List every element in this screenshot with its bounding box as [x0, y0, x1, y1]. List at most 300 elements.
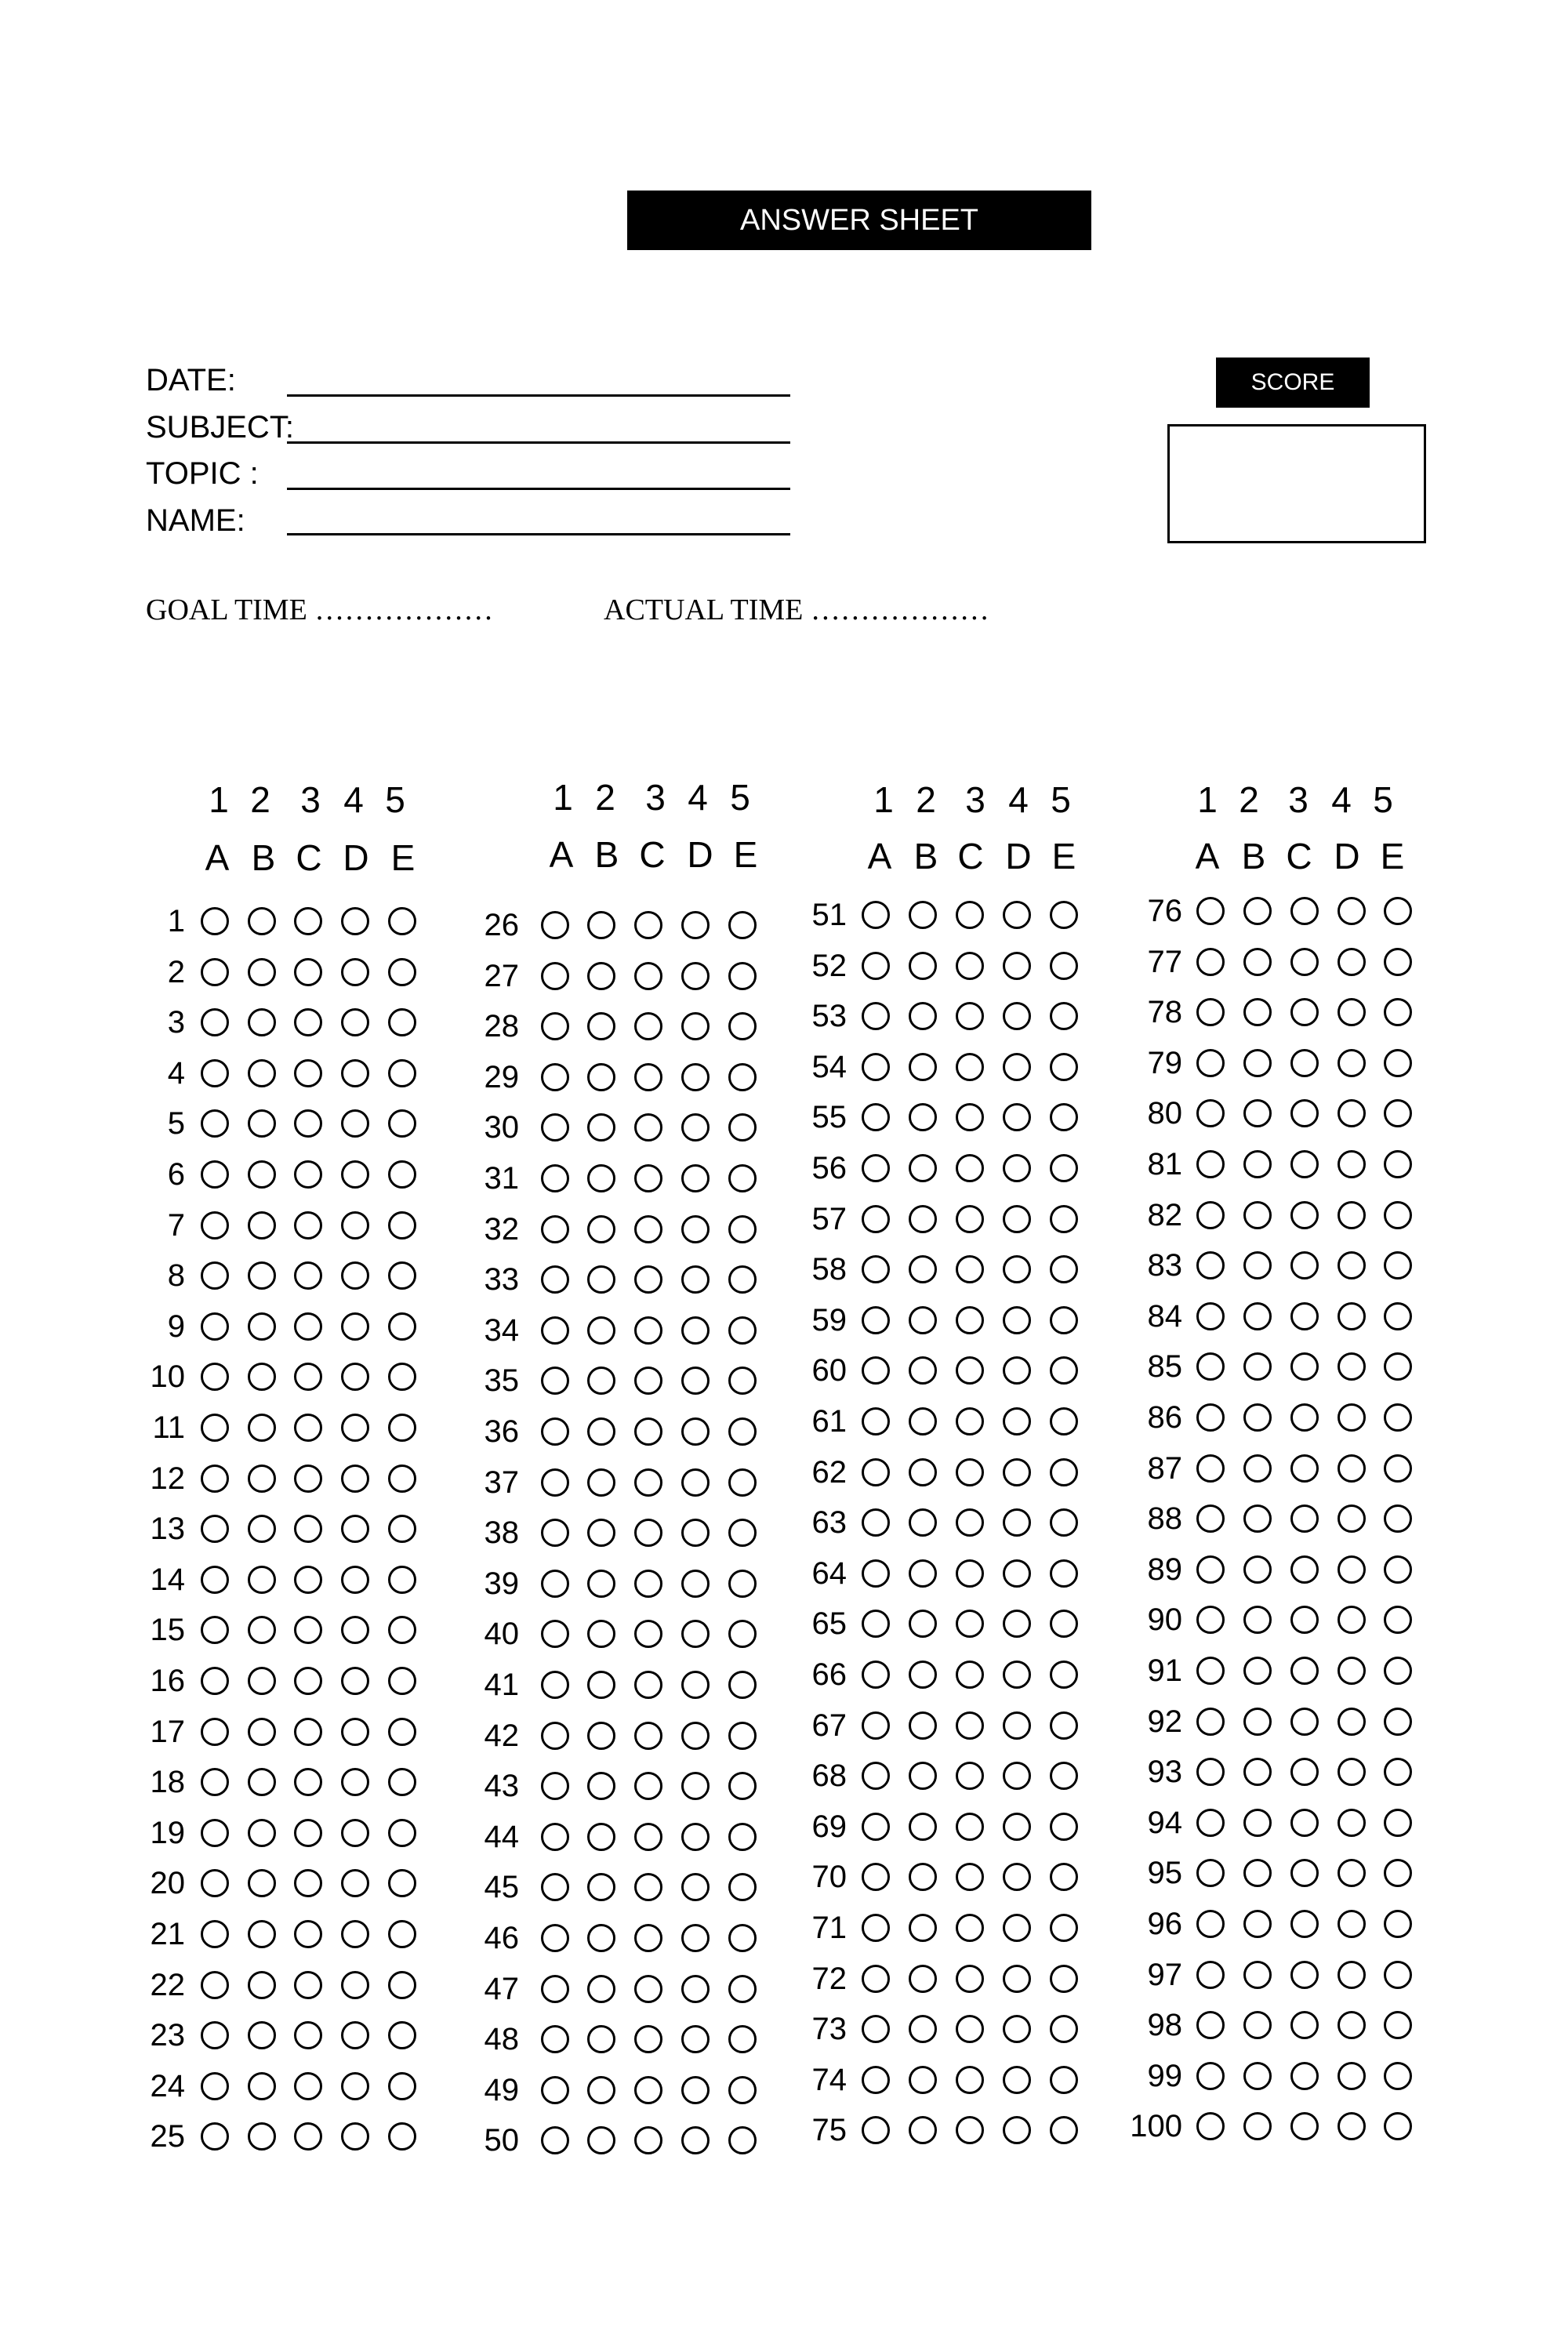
answer-bubble-a[interactable] — [541, 1316, 569, 1345]
answer-bubble-c[interactable] — [1290, 1352, 1319, 1381]
answer-bubble-d[interactable] — [1003, 1255, 1031, 1283]
answer-bubble-b[interactable] — [909, 1559, 937, 1588]
answer-bubble-e[interactable] — [1050, 1914, 1078, 1942]
answer-bubble-c[interactable] — [956, 1711, 984, 1740]
answer-bubble-c[interactable] — [1290, 948, 1319, 976]
answer-bubble-b[interactable] — [248, 1718, 276, 1746]
answer-bubble-e[interactable] — [1384, 1859, 1412, 1887]
answer-bubble-a[interactable] — [1196, 1454, 1225, 1483]
answer-bubble-d[interactable] — [1338, 1809, 1366, 1837]
answer-bubble-e[interactable] — [728, 1265, 757, 1294]
answer-bubble-e[interactable] — [1384, 2062, 1412, 2090]
answer-bubble-c[interactable] — [634, 1722, 662, 1750]
answer-bubble-c[interactable] — [634, 1063, 662, 1091]
answer-bubble-a[interactable] — [541, 1823, 569, 1851]
answer-bubble-c[interactable] — [634, 1873, 662, 1901]
answer-bubble-c[interactable] — [294, 1869, 322, 1897]
answer-bubble-a[interactable] — [862, 1103, 890, 1131]
answer-bubble-a[interactable] — [541, 2076, 569, 2104]
answer-bubble-e[interactable] — [388, 1261, 416, 1290]
answer-bubble-b[interactable] — [248, 1566, 276, 1594]
answer-bubble-b[interactable] — [909, 2066, 937, 2094]
answer-bubble-e[interactable] — [1050, 1711, 1078, 1740]
answer-bubble-b[interactable] — [909, 1002, 937, 1030]
answer-bubble-b[interactable] — [1243, 1454, 1272, 1483]
answer-bubble-b[interactable] — [248, 1363, 276, 1391]
answer-bubble-c[interactable] — [1290, 2011, 1319, 2039]
answer-bubble-e[interactable] — [388, 1160, 416, 1189]
answer-bubble-d[interactable] — [1003, 1407, 1031, 1436]
answer-bubble-a[interactable] — [541, 1671, 569, 1699]
answer-bubble-d[interactable] — [681, 1772, 710, 1800]
answer-bubble-e[interactable] — [388, 1920, 416, 1948]
answer-bubble-d[interactable] — [1003, 1103, 1031, 1131]
answer-bubble-e[interactable] — [388, 1211, 416, 1240]
answer-bubble-d[interactable] — [1003, 1002, 1031, 1030]
answer-bubble-b[interactable] — [1243, 2112, 1272, 2140]
answer-bubble-d[interactable] — [341, 2021, 369, 2049]
answer-bubble-e[interactable] — [388, 1869, 416, 1897]
answer-bubble-d[interactable] — [1003, 1306, 1031, 1334]
answer-bubble-b[interactable] — [587, 1519, 615, 1547]
answer-bubble-e[interactable] — [1050, 1661, 1078, 1689]
answer-bubble-c[interactable] — [294, 958, 322, 986]
answer-bubble-b[interactable] — [909, 1306, 937, 1334]
answer-bubble-a[interactable] — [1196, 1657, 1225, 1685]
answer-bubble-a[interactable] — [201, 2021, 229, 2049]
answer-bubble-a[interactable] — [201, 1920, 229, 1948]
answer-bubble-d[interactable] — [1338, 1352, 1366, 1381]
name-field[interactable] — [287, 533, 790, 535]
answer-bubble-d[interactable] — [681, 1113, 710, 1142]
answer-bubble-d[interactable] — [1003, 1914, 1031, 1942]
answer-bubble-c[interactable] — [634, 962, 662, 990]
answer-bubble-d[interactable] — [1338, 1910, 1366, 1938]
answer-bubble-d[interactable] — [1338, 1606, 1366, 1634]
answer-bubble-e[interactable] — [1050, 1813, 1078, 1841]
answer-bubble-e[interactable] — [1384, 1708, 1412, 1736]
answer-bubble-d[interactable] — [1003, 1762, 1031, 1790]
answer-bubble-b[interactable] — [587, 1367, 615, 1395]
answer-bubble-a[interactable] — [1196, 2062, 1225, 2090]
answer-bubble-a[interactable] — [1196, 1150, 1225, 1178]
answer-bubble-a[interactable] — [1196, 1201, 1225, 1229]
answer-bubble-a[interactable] — [201, 1616, 229, 1644]
answer-bubble-a[interactable] — [862, 1255, 890, 1283]
answer-bubble-e[interactable] — [1050, 1762, 1078, 1790]
answer-bubble-c[interactable] — [956, 1255, 984, 1283]
answer-bubble-c[interactable] — [294, 1768, 322, 1796]
answer-bubble-a[interactable] — [862, 1559, 890, 1588]
answer-bubble-d[interactable] — [681, 1367, 710, 1395]
answer-bubble-a[interactable] — [541, 1519, 569, 1547]
answer-bubble-d[interactable] — [1338, 1555, 1366, 1584]
answer-bubble-d[interactable] — [681, 1012, 710, 1040]
answer-bubble-b[interactable] — [248, 1819, 276, 1847]
answer-bubble-d[interactable] — [681, 1265, 710, 1294]
answer-bubble-a[interactable] — [1196, 1403, 1225, 1432]
answer-bubble-e[interactable] — [1050, 1965, 1078, 1993]
answer-bubble-c[interactable] — [294, 2021, 322, 2049]
answer-bubble-b[interactable] — [587, 1215, 615, 1243]
answer-bubble-b[interactable] — [1243, 1352, 1272, 1381]
answer-bubble-c[interactable] — [634, 1316, 662, 1345]
answer-bubble-d[interactable] — [341, 1768, 369, 1796]
answer-bubble-a[interactable] — [201, 1261, 229, 1290]
answer-bubble-d[interactable] — [341, 1819, 369, 1847]
answer-bubble-e[interactable] — [1384, 1555, 1412, 1584]
answer-bubble-d[interactable] — [341, 1160, 369, 1189]
answer-bubble-c[interactable] — [1290, 1859, 1319, 1887]
answer-bubble-d[interactable] — [1003, 1356, 1031, 1385]
answer-bubble-a[interactable] — [1196, 1606, 1225, 1634]
answer-bubble-b[interactable] — [1243, 1606, 1272, 1634]
answer-bubble-a[interactable] — [541, 1975, 569, 2003]
answer-bubble-e[interactable] — [1050, 1407, 1078, 1436]
answer-bubble-e[interactable] — [388, 958, 416, 986]
answer-bubble-e[interactable] — [1384, 897, 1412, 925]
answer-bubble-d[interactable] — [681, 1519, 710, 1547]
answer-bubble-c[interactable] — [634, 1417, 662, 1446]
answer-bubble-c[interactable] — [294, 1109, 322, 1138]
answer-bubble-e[interactable] — [1050, 952, 1078, 980]
answer-bubble-a[interactable] — [862, 1205, 890, 1233]
answer-bubble-e[interactable] — [1384, 2112, 1412, 2140]
answer-bubble-d[interactable] — [1338, 1099, 1366, 1127]
answer-bubble-a[interactable] — [541, 1012, 569, 1040]
answer-bubble-e[interactable] — [1384, 1049, 1412, 1077]
answer-bubble-e[interactable] — [728, 1063, 757, 1091]
answer-bubble-c[interactable] — [634, 1570, 662, 1598]
answer-bubble-a[interactable] — [1196, 998, 1225, 1026]
answer-bubble-a[interactable] — [541, 1417, 569, 1446]
answer-bubble-d[interactable] — [341, 1718, 369, 1746]
answer-bubble-e[interactable] — [728, 2025, 757, 2053]
answer-bubble-c[interactable] — [294, 1667, 322, 1695]
answer-bubble-c[interactable] — [956, 1103, 984, 1131]
answer-bubble-b[interactable] — [1243, 1504, 1272, 1533]
answer-bubble-a[interactable] — [862, 1863, 890, 1891]
answer-bubble-c[interactable] — [1290, 1961, 1319, 1989]
answer-bubble-c[interactable] — [634, 1772, 662, 1800]
answer-bubble-a[interactable] — [862, 1154, 890, 1182]
answer-bubble-e[interactable] — [388, 2021, 416, 2049]
answer-bubble-b[interactable] — [909, 1407, 937, 1436]
answer-bubble-d[interactable] — [341, 958, 369, 986]
answer-bubble-d[interactable] — [1003, 1154, 1031, 1182]
answer-bubble-b[interactable] — [587, 1417, 615, 1446]
answer-bubble-b[interactable] — [587, 1113, 615, 1142]
answer-bubble-c[interactable] — [956, 901, 984, 929]
answer-bubble-b[interactable] — [909, 1053, 937, 1081]
answer-bubble-e[interactable] — [728, 1519, 757, 1547]
answer-bubble-c[interactable] — [634, 1012, 662, 1040]
answer-bubble-e[interactable] — [1384, 1961, 1412, 1989]
answer-bubble-c[interactable] — [956, 1813, 984, 1841]
answer-bubble-c[interactable] — [956, 1356, 984, 1385]
answer-bubble-a[interactable] — [862, 1813, 890, 1841]
answer-bubble-c[interactable] — [634, 1620, 662, 1648]
answer-bubble-a[interactable] — [862, 1356, 890, 1385]
answer-bubble-a[interactable] — [1196, 2112, 1225, 2140]
answer-bubble-c[interactable] — [956, 1914, 984, 1942]
answer-bubble-a[interactable] — [201, 1363, 229, 1391]
answer-bubble-a[interactable] — [541, 1113, 569, 1142]
answer-bubble-b[interactable] — [1243, 1555, 1272, 1584]
answer-bubble-d[interactable] — [1003, 1661, 1031, 1689]
answer-bubble-d[interactable] — [1338, 1150, 1366, 1178]
answer-bubble-c[interactable] — [1290, 1504, 1319, 1533]
answer-bubble-a[interactable] — [862, 2116, 890, 2144]
answer-bubble-b[interactable] — [248, 1160, 276, 1189]
answer-bubble-b[interactable] — [909, 1458, 937, 1486]
answer-bubble-e[interactable] — [728, 1316, 757, 1345]
answer-bubble-d[interactable] — [681, 1468, 710, 1497]
answer-bubble-b[interactable] — [587, 2076, 615, 2104]
answer-bubble-a[interactable] — [201, 1414, 229, 1442]
answer-bubble-d[interactable] — [341, 2122, 369, 2151]
answer-bubble-c[interactable] — [956, 1002, 984, 1030]
answer-bubble-c[interactable] — [1290, 1555, 1319, 1584]
answer-bubble-d[interactable] — [1003, 1863, 1031, 1891]
answer-bubble-e[interactable] — [728, 1671, 757, 1699]
answer-bubble-e[interactable] — [728, 911, 757, 939]
answer-bubble-a[interactable] — [862, 1458, 890, 1486]
answer-bubble-a[interactable] — [1196, 1251, 1225, 1279]
answer-bubble-d[interactable] — [341, 1616, 369, 1644]
answer-bubble-d[interactable] — [681, 1975, 710, 2003]
answer-bubble-d[interactable] — [341, 1869, 369, 1897]
answer-bubble-b[interactable] — [909, 1863, 937, 1891]
answer-bubble-d[interactable] — [1003, 1053, 1031, 1081]
answer-bubble-a[interactable] — [1196, 1302, 1225, 1330]
answer-bubble-c[interactable] — [294, 1363, 322, 1391]
answer-bubble-a[interactable] — [1196, 1859, 1225, 1887]
answer-bubble-b[interactable] — [587, 1722, 615, 1750]
answer-bubble-b[interactable] — [248, 1261, 276, 1290]
answer-bubble-a[interactable] — [1196, 1049, 1225, 1077]
answer-bubble-c[interactable] — [634, 1265, 662, 1294]
answer-bubble-c[interactable] — [1290, 1302, 1319, 1330]
answer-bubble-c[interactable] — [634, 2126, 662, 2154]
answer-bubble-e[interactable] — [388, 1414, 416, 1442]
answer-bubble-c[interactable] — [1290, 1099, 1319, 1127]
answer-bubble-d[interactable] — [1338, 1201, 1366, 1229]
answer-bubble-b[interactable] — [587, 911, 615, 939]
answer-bubble-a[interactable] — [862, 1661, 890, 1689]
answer-bubble-a[interactable] — [1196, 1099, 1225, 1127]
answer-bubble-b[interactable] — [248, 2122, 276, 2151]
answer-bubble-d[interactable] — [681, 911, 710, 939]
answer-bubble-a[interactable] — [201, 1059, 229, 1087]
answer-bubble-d[interactable] — [1338, 1504, 1366, 1533]
answer-bubble-d[interactable] — [341, 1920, 369, 1948]
answer-bubble-b[interactable] — [587, 1265, 615, 1294]
answer-bubble-b[interactable] — [248, 2021, 276, 2049]
answer-bubble-a[interactable] — [862, 1965, 890, 1993]
answer-bubble-e[interactable] — [388, 2072, 416, 2100]
answer-bubble-d[interactable] — [1338, 897, 1366, 925]
answer-bubble-d[interactable] — [341, 1312, 369, 1341]
answer-bubble-e[interactable] — [1384, 2011, 1412, 2039]
answer-bubble-b[interactable] — [248, 1312, 276, 1341]
answer-bubble-b[interactable] — [248, 1616, 276, 1644]
answer-bubble-c[interactable] — [1290, 1657, 1319, 1685]
answer-bubble-a[interactable] — [862, 1508, 890, 1537]
answer-bubble-c[interactable] — [634, 1823, 662, 1851]
answer-bubble-a[interactable] — [1196, 1961, 1225, 1989]
answer-bubble-a[interactable] — [541, 1620, 569, 1648]
answer-bubble-e[interactable] — [1384, 948, 1412, 976]
answer-bubble-b[interactable] — [1243, 1961, 1272, 1989]
answer-bubble-e[interactable] — [728, 1164, 757, 1192]
answer-bubble-c[interactable] — [634, 1113, 662, 1142]
answer-bubble-c[interactable] — [294, 1160, 322, 1189]
topic-field[interactable] — [287, 488, 790, 490]
answer-bubble-e[interactable] — [1384, 1606, 1412, 1634]
answer-bubble-c[interactable] — [956, 1863, 984, 1891]
answer-bubble-e[interactable] — [728, 1113, 757, 1142]
answer-bubble-d[interactable] — [1338, 1251, 1366, 1279]
answer-bubble-a[interactable] — [541, 1722, 569, 1750]
answer-bubble-b[interactable] — [909, 2015, 937, 2043]
answer-bubble-b[interactable] — [248, 958, 276, 986]
answer-bubble-d[interactable] — [681, 1671, 710, 1699]
answer-bubble-e[interactable] — [728, 1823, 757, 1851]
answer-bubble-a[interactable] — [541, 911, 569, 939]
answer-bubble-b[interactable] — [1243, 1150, 1272, 1178]
answer-bubble-d[interactable] — [341, 1109, 369, 1138]
answer-bubble-c[interactable] — [1290, 1150, 1319, 1178]
answer-bubble-e[interactable] — [1050, 1508, 1078, 1537]
answer-bubble-d[interactable] — [1003, 2116, 1031, 2144]
answer-bubble-a[interactable] — [201, 2122, 229, 2151]
answer-bubble-a[interactable] — [201, 2072, 229, 2100]
answer-bubble-b[interactable] — [248, 2072, 276, 2100]
answer-bubble-c[interactable] — [294, 1059, 322, 1087]
answer-bubble-e[interactable] — [1050, 1154, 1078, 1182]
answer-bubble-b[interactable] — [587, 1063, 615, 1091]
answer-bubble-c[interactable] — [294, 1616, 322, 1644]
answer-bubble-e[interactable] — [1050, 1306, 1078, 1334]
goal-time[interactable]: GOAL TIME ……………… — [146, 593, 494, 626]
answer-bubble-e[interactable] — [728, 962, 757, 990]
answer-bubble-c[interactable] — [956, 1154, 984, 1182]
answer-bubble-d[interactable] — [1003, 1610, 1031, 1638]
answer-bubble-b[interactable] — [587, 1012, 615, 1040]
answer-bubble-d[interactable] — [1338, 998, 1366, 1026]
answer-bubble-c[interactable] — [1290, 1201, 1319, 1229]
answer-bubble-e[interactable] — [388, 1312, 416, 1341]
answer-bubble-d[interactable] — [681, 1873, 710, 1901]
answer-bubble-d[interactable] — [1338, 1454, 1366, 1483]
answer-bubble-d[interactable] — [681, 1215, 710, 1243]
answer-bubble-a[interactable] — [201, 1566, 229, 1594]
answer-bubble-a[interactable] — [201, 1971, 229, 1999]
answer-bubble-e[interactable] — [388, 1515, 416, 1543]
answer-bubble-e[interactable] — [1384, 1758, 1412, 1786]
answer-bubble-a[interactable] — [201, 1465, 229, 1493]
answer-bubble-b[interactable] — [587, 1316, 615, 1345]
answer-bubble-c[interactable] — [1290, 1910, 1319, 1938]
answer-bubble-c[interactable] — [956, 1458, 984, 1486]
answer-bubble-a[interactable] — [862, 1711, 890, 1740]
answer-bubble-b[interactable] — [248, 1667, 276, 1695]
answer-bubble-a[interactable] — [862, 1002, 890, 1030]
answer-bubble-d[interactable] — [681, 1063, 710, 1091]
answer-bubble-e[interactable] — [1050, 1053, 1078, 1081]
answer-bubble-a[interactable] — [862, 2015, 890, 2043]
answer-bubble-a[interactable] — [1196, 1352, 1225, 1381]
answer-bubble-d[interactable] — [681, 1722, 710, 1750]
answer-bubble-a[interactable] — [201, 907, 229, 935]
answer-bubble-b[interactable] — [1243, 897, 1272, 925]
answer-bubble-b[interactable] — [1243, 998, 1272, 1026]
answer-bubble-a[interactable] — [1196, 1910, 1225, 1938]
subject-field[interactable] — [287, 441, 790, 444]
answer-bubble-e[interactable] — [388, 1768, 416, 1796]
answer-bubble-e[interactable] — [728, 1012, 757, 1040]
answer-bubble-a[interactable] — [1196, 897, 1225, 925]
answer-bubble-b[interactable] — [248, 1414, 276, 1442]
answer-bubble-b[interactable] — [1243, 1910, 1272, 1938]
answer-bubble-e[interactable] — [388, 1971, 416, 1999]
answer-bubble-d[interactable] — [1338, 948, 1366, 976]
answer-bubble-e[interactable] — [728, 1468, 757, 1497]
answer-bubble-b[interactable] — [909, 1610, 937, 1638]
answer-bubble-c[interactable] — [956, 1965, 984, 1993]
answer-bubble-e[interactable] — [1050, 1610, 1078, 1638]
answer-bubble-c[interactable] — [294, 1211, 322, 1240]
answer-bubble-a[interactable] — [201, 1515, 229, 1543]
answer-bubble-d[interactable] — [681, 2076, 710, 2104]
answer-bubble-e[interactable] — [388, 1109, 416, 1138]
answer-bubble-d[interactable] — [341, 1515, 369, 1543]
answer-bubble-b[interactable] — [248, 1008, 276, 1036]
answer-bubble-d[interactable] — [1338, 1859, 1366, 1887]
answer-bubble-b[interactable] — [1243, 2062, 1272, 2090]
answer-bubble-b[interactable] — [909, 1154, 937, 1182]
answer-bubble-b[interactable] — [1243, 1657, 1272, 1685]
answer-bubble-d[interactable] — [1003, 1711, 1031, 1740]
answer-bubble-e[interactable] — [388, 1363, 416, 1391]
answer-bubble-e[interactable] — [388, 1059, 416, 1087]
answer-bubble-c[interactable] — [956, 1306, 984, 1334]
answer-bubble-c[interactable] — [1290, 1251, 1319, 1279]
answer-bubble-d[interactable] — [1003, 2015, 1031, 2043]
answer-bubble-e[interactable] — [728, 1772, 757, 1800]
answer-bubble-b[interactable] — [909, 952, 937, 980]
answer-bubble-b[interactable] — [587, 1924, 615, 1952]
answer-bubble-e[interactable] — [1384, 998, 1412, 1026]
answer-bubble-a[interactable] — [201, 1160, 229, 1189]
answer-bubble-a[interactable] — [201, 1819, 229, 1847]
answer-bubble-c[interactable] — [956, 1610, 984, 1638]
answer-bubble-b[interactable] — [587, 1772, 615, 1800]
answer-bubble-d[interactable] — [1003, 2066, 1031, 2094]
answer-bubble-b[interactable] — [587, 1873, 615, 1901]
answer-bubble-c[interactable] — [1290, 1708, 1319, 1736]
answer-bubble-b[interactable] — [1243, 1302, 1272, 1330]
answer-bubble-b[interactable] — [587, 1671, 615, 1699]
answer-bubble-c[interactable] — [634, 1519, 662, 1547]
answer-bubble-e[interactable] — [1384, 1809, 1412, 1837]
answer-bubble-a[interactable] — [541, 1265, 569, 1294]
answer-bubble-b[interactable] — [248, 1109, 276, 1138]
answer-bubble-c[interactable] — [634, 1215, 662, 1243]
answer-bubble-e[interactable] — [728, 2076, 757, 2104]
answer-bubble-d[interactable] — [341, 1363, 369, 1391]
